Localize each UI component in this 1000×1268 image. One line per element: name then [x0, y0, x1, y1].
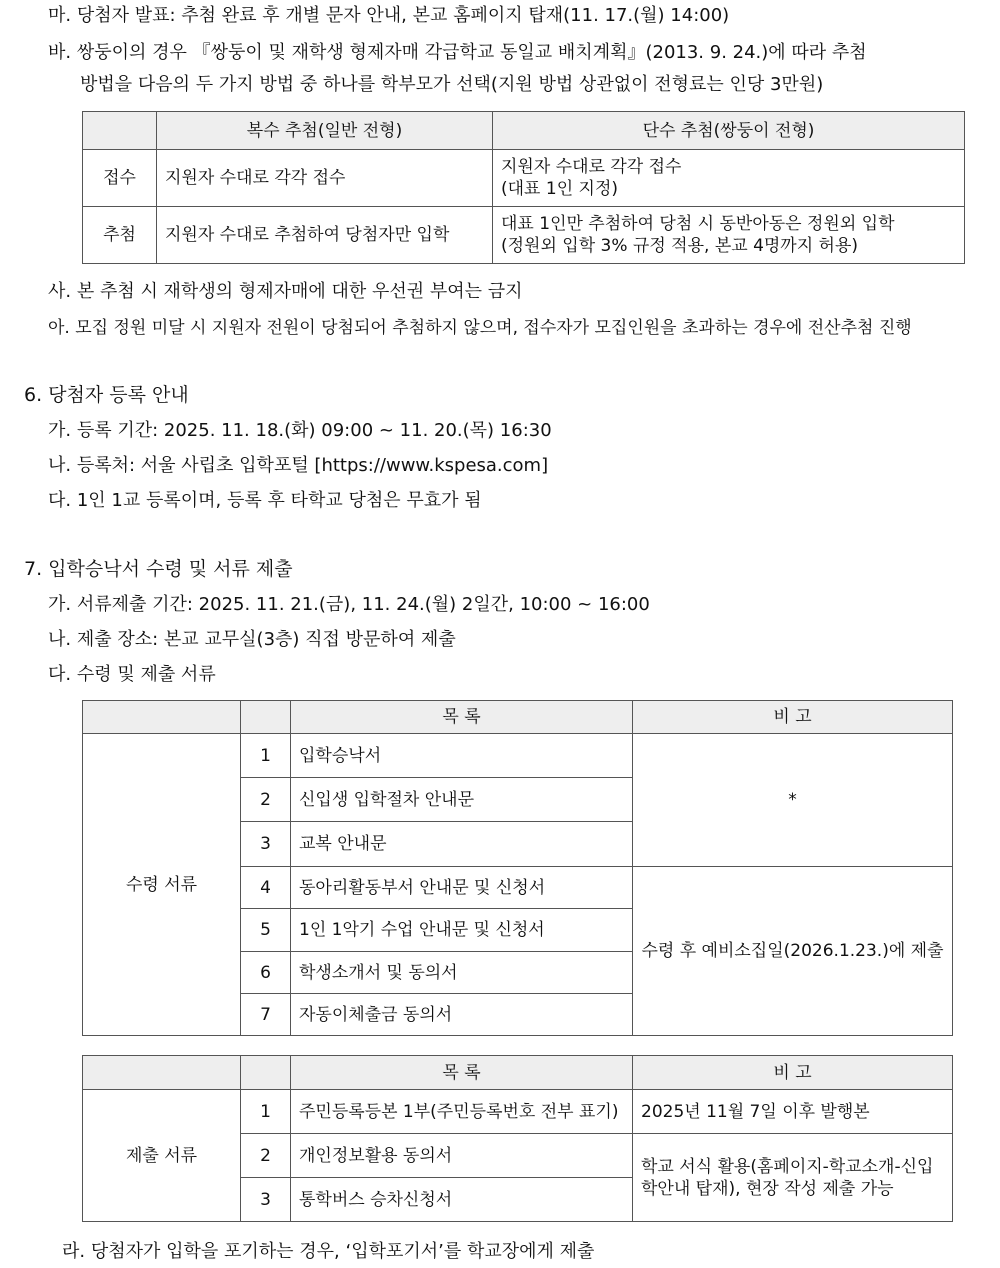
receive-header-list: 목 록: [291, 701, 633, 734]
submit-group-label: 제출 서류: [83, 1090, 241, 1222]
submit-header-list: 목 록: [291, 1056, 633, 1090]
lottery-cell-single-line1: 대표 1인만 추첨하여 당첨 시 동반아동은 정원외 입학: [501, 214, 895, 234]
receive-note-1-3: *: [633, 734, 953, 867]
section6-item: 가. 등록 기간: 2025. 11. 18.(화) 09:00 ~ 11. 20.(목) 16:30: [48, 420, 552, 441]
lottery-header-multi: 복수 추첨(일반 전형): [157, 112, 493, 150]
submit-header-group: [83, 1056, 241, 1090]
lottery-header-empty: [83, 112, 157, 150]
lottery-cell-multi: 지원자 수대로 추첨하여 당첨자만 입학: [157, 207, 493, 264]
submit-note-1: 2025년 11월 7일 이후 발행본: [633, 1090, 953, 1134]
receive-row-item: 교복 안내문: [291, 822, 633, 867]
receive-row-item: 신입생 입학절차 안내문: [291, 778, 633, 822]
receive-row-no: 1: [241, 734, 291, 778]
lottery-cell-single-line1: 지원자 수대로 각각 접수: [501, 157, 682, 177]
lottery-row-label: 접수: [83, 150, 157, 207]
lottery-cell-single-line2: (정원외 입학 3% 규정 적용, 본교 4명까지 허용): [501, 236, 859, 256]
item-ba-line1: 바. 쌍둥이의 경우 『쌍둥이 및 재학생 형제자매 각급학교 동일교 배치계획』(2013. 9. 24.)에 따라 추첨: [48, 42, 867, 63]
receive-row-item: 입학승낙서: [291, 734, 633, 778]
section7-title: 7. 입학승낙서 수령 및 서류 제출: [24, 558, 293, 580]
receive-row-no: 3: [241, 822, 291, 867]
lottery-cell-single: [493, 150, 965, 207]
section6-title: 6. 당첨자 등록 안내: [24, 384, 189, 406]
section6-item: 나. 등록처: 서울 사립초 입학포털 [https://www.kspesa.com]: [48, 455, 549, 476]
submit-header-note: 비 고: [633, 1056, 953, 1090]
receive-header-note: 비 고: [633, 701, 953, 734]
lottery-header-single: 단수 추첨(쌍둥이 전형): [493, 112, 965, 150]
receive-header-no: [241, 701, 291, 734]
submit-row-no: 2: [241, 1134, 291, 1178]
submit-header-no: [241, 1056, 291, 1090]
lottery-cell-single: [493, 207, 965, 264]
submit-row-item: 주민등록등본 1부(주민등록번호 전부 표기): [291, 1090, 633, 1134]
item-ma: 마. 당첨자 발표: 추첨 완료 후 개별 문자 안내, 본교 홈페이지 탑재(11. 17.(월) 14:00): [48, 5, 730, 26]
lottery-cell-single-line2: (대표 1인 지정): [501, 179, 618, 199]
submit-row-item: 개인정보활용 동의서: [291, 1134, 633, 1178]
section7-item: 다. 수령 및 제출 서류: [48, 664, 216, 685]
lottery-row-label: 추첨: [83, 207, 157, 264]
section7-item: 가. 서류제출 기간: 2025. 11. 21.(금), 11. 24.(월) 2일간, 10:00 ~ 16:00: [48, 594, 650, 615]
item-sa: 사. 본 추첨 시 재학생의 형제자매에 대한 우선권 부여는 금지: [48, 281, 523, 302]
submit-note-line1: 학교 서식 활용(홈페이지-학교소개-신입: [641, 1156, 934, 1177]
item-a: 아. 모집 정원 미달 시 지원자 전원이 당첨되어 추첨하지 않으며, 접수자가 모집인원을 초과하는 경우에 전산추첨 진행: [48, 318, 912, 338]
lottery-method-table: [82, 111, 965, 264]
item-ba-line2: 방법을 다음의 두 가지 방법 중 하나를 학부모가 선택(지원 방법 상관없이 전형료는 인당 3만원): [80, 74, 824, 95]
receive-row-no: 5: [241, 909, 291, 952]
section6-item: 다. 1인 1교 등록이며, 등록 후 타학교 당첨은 무효가 됨: [48, 490, 482, 511]
receive-row-no: 7: [241, 994, 291, 1036]
receive-documents-table: [82, 700, 953, 1036]
submit-note-line2: 학안내 탑재), 현장 작성 제출 가능: [641, 1178, 894, 1199]
lottery-cell-multi: 지원자 수대로 각각 접수: [157, 150, 493, 207]
receive-row-no: 4: [241, 867, 291, 909]
receive-row-item: 1인 1악기 수업 안내문 및 신청서: [291, 909, 633, 952]
receive-row-item: 학생소개서 및 동의서: [291, 952, 633, 994]
submit-row-item: 통학버스 승차신청서: [291, 1178, 633, 1222]
submit-note-2-3: [633, 1134, 953, 1222]
receive-row-no: 2: [241, 778, 291, 822]
receive-header-group: [83, 701, 241, 734]
receive-row-item: 자동이체출금 동의서: [291, 994, 633, 1036]
receive-row-no: 6: [241, 952, 291, 994]
section7-item: 나. 제출 장소: 본교 교무실(3층) 직접 방문하여 제출: [48, 629, 456, 650]
item-ra: 라. 당첨자가 입학을 포기하는 경우, ‘입학포기서’를 학교장에게 제출: [62, 1241, 595, 1262]
receive-note-4-7: 수령 후 예비소집일(2026.1.23.)에 제출: [633, 867, 953, 1036]
submit-row-no: 1: [241, 1090, 291, 1134]
receive-group-label: 수령 서류: [83, 734, 241, 1036]
submit-documents-table: [82, 1055, 953, 1222]
submit-row-no: 3: [241, 1178, 291, 1222]
receive-row-item: 동아리활동부서 안내문 및 신청서: [291, 867, 633, 909]
